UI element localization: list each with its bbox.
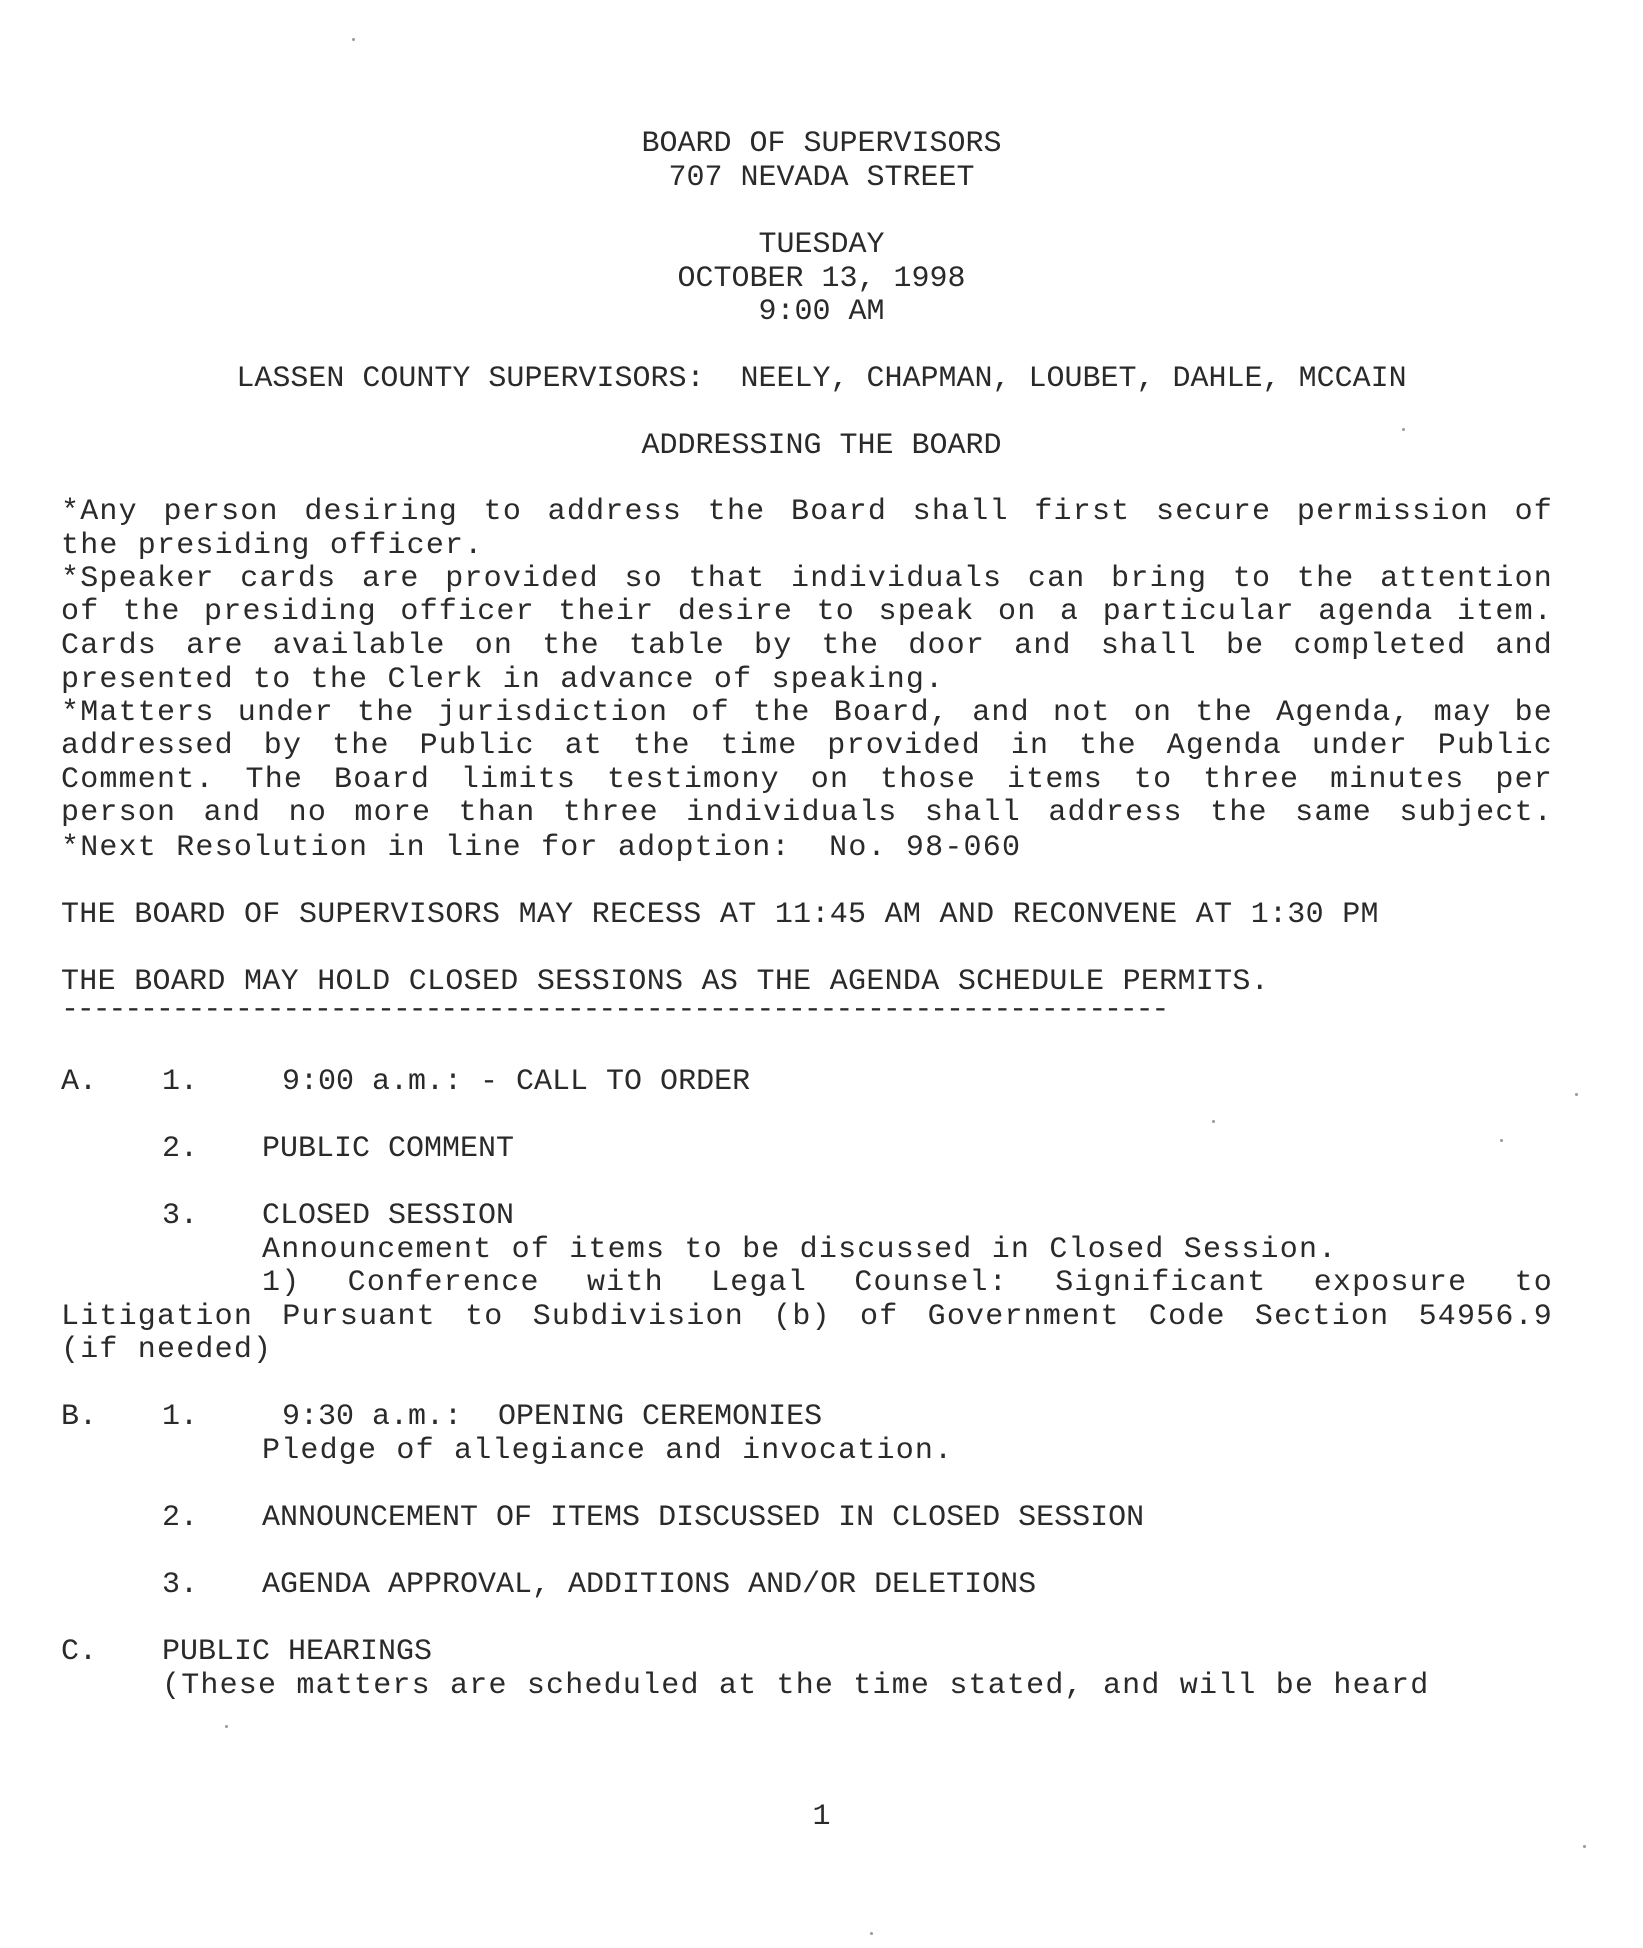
agenda-item-public-comment: PUBLIC COMMENT — [262, 1132, 515, 1166]
scan-speck — [1500, 1139, 1503, 1142]
agenda-item-number: 1. — [162, 1400, 199, 1434]
agenda-item-number: 2. — [162, 1501, 199, 1535]
rule-line: person and no more than three individuals shall address the same subject. — [61, 796, 1553, 830]
section-letter-c: C. — [61, 1635, 98, 1669]
section-title: ADDRESSING THE BOARD — [641, 429, 1002, 463]
rule-line: the presiding officer. — [61, 529, 484, 563]
rule-line: addressed by the Public at the time provided in the Agenda under Public — [61, 729, 1553, 763]
page-number: 1 — [812, 1800, 831, 1834]
header-day: TUESDAY — [758, 228, 885, 262]
header-time: 9:00 AM — [758, 295, 885, 329]
rule-line: presented to the Clerk in advance of speaking. — [61, 663, 945, 697]
rule-line: *Next Resolution in line for adoption: No. 98-060 — [61, 831, 1022, 865]
scan-speck — [1212, 1120, 1215, 1123]
agenda-item-announcement: ANNOUNCEMENT OF ITEMS DISCUSSED IN CLOSED SESSION — [262, 1501, 1145, 1535]
agenda-item-number: 1. — [162, 1065, 199, 1099]
rule-line: *Matters under the jurisdiction of the Board, and not on the Agenda, may be — [61, 696, 1553, 730]
closed-session-subitem: (if needed) — [61, 1333, 273, 1367]
scan-speck — [225, 1725, 228, 1728]
agenda-item-approval: AGENDA APPROVAL, ADDITIONS AND/OR DELETIONS — [262, 1568, 1037, 1602]
header-date: OCTOBER 13, 1998 — [677, 262, 966, 296]
closed-session-subitem: Litigation Pursuant to Subdivision (b) of Government Code Section 54956.9 — [61, 1300, 1553, 1334]
agenda-item-number: 3. — [162, 1568, 199, 1602]
rule-line: Cards are available on the table by the door and shall be completed and — [61, 629, 1553, 663]
public-hearings-description: (These matters are scheduled at the time stated, and will be heard — [162, 1669, 1430, 1703]
agenda-item-closed-session: CLOSED SESSION — [262, 1199, 515, 1233]
rule-line: Comment. The Board limits testimony on those items to three minutes per — [61, 763, 1553, 797]
header-title: BOARD OF SUPERVISORS — [641, 127, 1002, 161]
opening-ceremonies-description: Pledge of allegiance and invocation. — [262, 1434, 954, 1468]
scan-speck — [870, 1932, 873, 1935]
agenda-item-number: 2. — [162, 1132, 199, 1166]
rule-line: *Speaker cards are provided so that individuals can bring to the attention — [61, 562, 1553, 596]
agenda-item-call-to-order: 9:00 a.m.: - CALL TO ORDER — [282, 1065, 751, 1099]
divider-line: ---------------------------------------------------------------------- — [61, 993, 1168, 1027]
agenda-item-public-hearings: PUBLIC HEARINGS — [162, 1635, 433, 1669]
agenda-item-number: 3. — [162, 1199, 199, 1233]
rule-line: *Any person desiring to address the Board shall first secure permission of — [61, 495, 1553, 529]
scan-speck — [1402, 428, 1405, 431]
recess-notice: THE BOARD OF SUPERVISORS MAY RECESS AT 11:45 AM AND RECONVENE AT 1:30 PM — [61, 898, 1379, 932]
scan-speck — [352, 38, 355, 41]
scan-speck — [1575, 1093, 1578, 1096]
rule-line: of the presiding officer their desire to speak on a particular agenda item. — [61, 595, 1553, 629]
scan-speck — [1583, 1845, 1586, 1848]
section-letter-b: B. — [61, 1400, 98, 1434]
closed-session-notice: THE BOARD MAY HOLD CLOSED SESSIONS AS THE AGENDA SCHEDULE PERMITS. — [61, 965, 1269, 999]
agenda-item-opening-ceremonies: 9:30 a.m.: OPENING CEREMONIES — [282, 1400, 823, 1434]
closed-session-description: Announcement of items to be discussed in Closed Session. — [262, 1233, 1338, 1267]
closed-session-subitem: 1) Conference with Legal Counsel: Significant exposure to — [262, 1266, 1553, 1300]
section-letter-a: A. — [61, 1065, 98, 1099]
header-address: 707 NEVADA STREET — [668, 161, 975, 195]
supervisors-line: LASSEN COUNTY SUPERVISORS: NEELY, CHAPMAN, LOUBET, DAHLE, MCCAIN — [236, 362, 1407, 396]
